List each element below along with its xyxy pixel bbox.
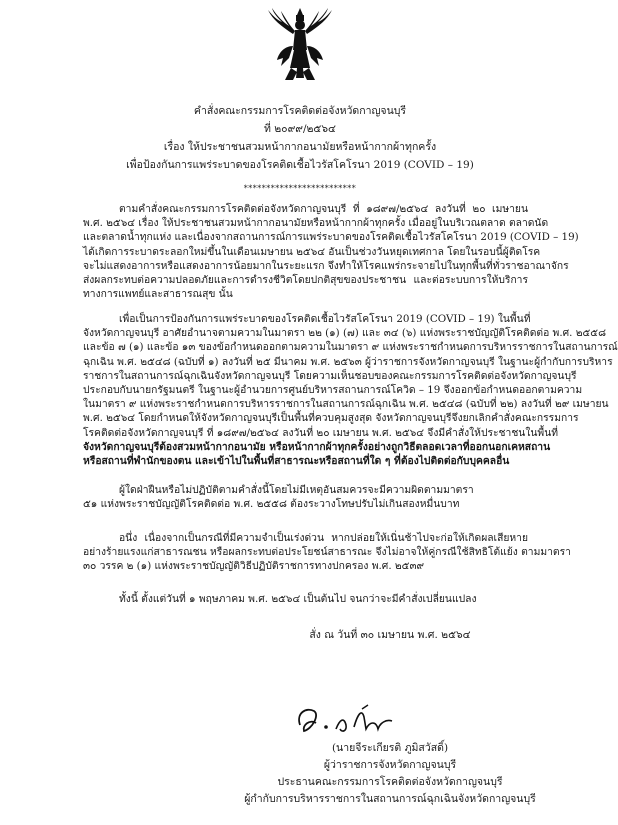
order-subject-line2: เพื่อป้องกันการแพร่ระบาดของโรคติดเชื้อไวรัสโคโรนา 2019 (COVID – 19) — [126, 159, 474, 171]
text-line: อนึ่ง เนื่องจากเป็นกรณีที่มีความจำเป็นเร่งด่วน หากปล่อยให้เนิ่นช้าไปจะก่อให้เกิดผลเสียหาย — [119, 532, 528, 544]
text-line: และข้อ ๗ (๑) และข้อ ๑๓ ของข้อกำหนดออกตามความในมาตรา ๙ แห่งพระราชกำหนดการบริหารราชการในสถานการณ์ — [83, 341, 618, 354]
paragraph-order — [83, 312, 618, 468]
garuda-emblem-icon — [267, 6, 333, 82]
text-line: จะไม่แสดงอาการหรือแสดงอาการน้อยมากในระยะแรก จึงทำให้โรคแพร่กระจายไปในทุกพื้นที่ทั่วราชอาณาจักร — [83, 259, 569, 272]
text-line: จังหวัดกาญจนบุรี อาศัยอำนาจตามความในมาตรา ๒๒ (๑) (๗) และ ๓๔ (๖) แห่งพระราชบัญญัติโรคติดต่อ พ.ศ. ๒๕๕๘ — [83, 327, 607, 340]
text-line: ทางการแพทย์และสาธารณสุข นั้น — [83, 288, 233, 301]
signer-title: ผู้ว่าราชการจังหวัดกาญจนบุรี — [323, 759, 457, 771]
text-line: พ.ศ. ๒๕๖๔ เรื่อง ให้ประชาชนสวมหน้ากากอนามัยหรือหน้ากากผ้าทุกครั้ง เมื่ออยู่ในบริเวณตลาด ตลาดนัด — [83, 217, 549, 230]
text-line: และตลาดน้ำทุกแห่ง และเนื่องจากสถานการณ์การแพร่ระบาดของโรคติดเชื้อไวรัสโคโรนา 2019 (COVID – 19) — [83, 231, 579, 244]
order-date: สั่ง ณ วันที่ ๓๐ เมษายน พ.ศ. ๒๕๖๔ — [309, 629, 471, 641]
text-line: ผู้ใดฝ่าฝืนหรือไม่ปฏิบัติตามคำสั่งนี้โดยไม่มีเหตุอันสมควรจะมีความผิดตามมาตรา — [119, 484, 474, 496]
text-line: โรคติดต่อจังหวัดกาญจนบุรี ที่ ๑๘๙๗/๒๕๖๔ ลงวันที่ ๒๐ เมษายน พ.ศ. ๒๕๖๔ จึงมีคำสั่งให้ประชาชนในพื้นที่ — [83, 426, 559, 439]
document-title: คำสั่งคณะกรรมการโรคติดต่อจังหวัดกาญจนบุรี — [193, 105, 407, 117]
paragraph-effective — [83, 592, 528, 606]
paragraph-penalty — [83, 483, 528, 511]
order-subject: เรื่อง ให้ประชาชนสวมหน้ากากอนามัยหรือหน้ากากผ้าทุกครั้ง — [163, 141, 437, 153]
signer-name: (นายจีระเกียรติ ภูมิสวัสดิ์) — [331, 742, 449, 754]
text-line: ราชการในสถานการณ์ฉุกเฉินจังหวัดกาญจนบุรี โดยความเห็นชอบของคณะกรรมการโรคติดต่อจังหวัดกาญจนบุรี — [83, 369, 577, 382]
text-line-bold: จังหวัดกาญจนบุรีต้องสวมหน้ากากอนามัย หรือหน้ากากผ้าทุกครั้งอย่างถูกวิธีตลอดเวลาที่ออกนอกเคหสถาน — [83, 440, 551, 453]
text-line: ทั้งนี้ ตั้งแต่วันที่ ๑ พฤษภาคม พ.ศ. ๒๕๖๔ เป็นต้นไป จนกว่าจะมีคำสั่งเปลี่ยนแปลง — [119, 593, 477, 605]
order-number: ที่ ๒๐๙๙/๒๕๖๔ — [264, 123, 336, 135]
text-line: ตามคำสั่งคณะกรรมการโรคติดต่อจังหวัดกาญจนบุรี ที่ ๑๘๙๗/๒๕๖๔ ลงวันที่ ๒๐ เมษายน — [119, 203, 528, 215]
text-line: ในมาตรา ๙ แห่งพระราชกำหนดการบริหารราชการในสถานการณ์ฉุกเฉิน พ.ศ. ๒๕๔๘ (ฉบับที่ ๒๒) ลงวันที่ ๒๙ เมษายน — [83, 398, 609, 411]
text-line: ได้เกิดการระบาดระลอกใหม่ขึ้นในเดือนเมษายน ๒๕๖๔ อันเป็นช่วงวันหยุดเทศกาล โดยในรอบนี้ผู้ติดโรค — [83, 245, 541, 258]
text-line: ส่งผลกระทบต่อความปลอดภัยและการดำรงชีวิตโดยปกติสุขของประชาชน และต่อระบบการให้บริการ — [83, 273, 528, 286]
divider-stars: ************************* — [243, 184, 357, 193]
text-line-bold: หรือสถานที่พำนักของตน และเข้าไปในพื้นที่สาธารณะหรือสถานที่ใด ๆ ที่ต้องไปติดต่อกับบุคคลอื่น — [83, 454, 510, 467]
text-line: อย่างร้ายแรงแก่สาธารณชน หรือผลกระทบต่อประโยชน์สาธารณะ จึงไม่อาจให้คู่กรณีใช้สิทธิโต้แย้ง ตามมาตรา — [83, 546, 571, 559]
paragraph-background — [83, 202, 579, 301]
text-line: ฉุกเฉิน พ.ศ. ๒๕๔๘ (ฉบับที่ ๑) ลงวันที่ ๒๕ มีนาคม พ.ศ. ๒๕๖๓ ผู้ว่าราชการจังหวัดกาญจนบุรี ในฐานะผู้กำกับการบริหาร — [83, 355, 613, 368]
paragraph-urgency — [83, 531, 571, 574]
text-line: เพื่อเป็นการป้องกันการแพร่ระบาดของโรคติดเชื้อไวรัสโคโรนา 2019 (COVID – 19) ในพื้นที่ — [119, 313, 531, 325]
text-line: ประกอบกับนายกรัฐมนตรี ในฐานะผู้อำนวยการศูนย์บริหารสถานการณ์โควิด – 19 จึงออกข้อกำหนดออกตามความ — [83, 383, 583, 396]
handwritten-signature — [292, 703, 402, 739]
signer-title: ผู้กำกับการบริหารราชการในสถานการณ์ฉุกเฉินจังหวัดกาญจนบุรี — [244, 793, 536, 805]
text-line: ๓๐ วรรค ๒ (๑) แห่งพระราชบัญญัติวิธีปฏิบัติราชการทางปกครอง พ.ศ. ๒๕๓๙ — [83, 560, 425, 573]
signer-title: ประธานคณะกรรมการโรคติดต่อจังหวัดกาญจนบุรี — [277, 776, 503, 788]
text-line: ๕๑ แห่งพระราชบัญญัติโรคติดต่อ พ.ศ. ๒๕๕๘ ต้องระวางโทษปรับไม่เกินสองหมื่นบาท — [83, 498, 460, 511]
text-line: พ.ศ. ๒๕๖๔ โดยกำหนดให้จังหวัดกาญจนบุรีเป็นพื้นที่ควบคุมสูงสุด จังหวัดกาญจนบุรีจึงยกเลิกคำสั่งคณะกรรมการ — [83, 412, 579, 425]
